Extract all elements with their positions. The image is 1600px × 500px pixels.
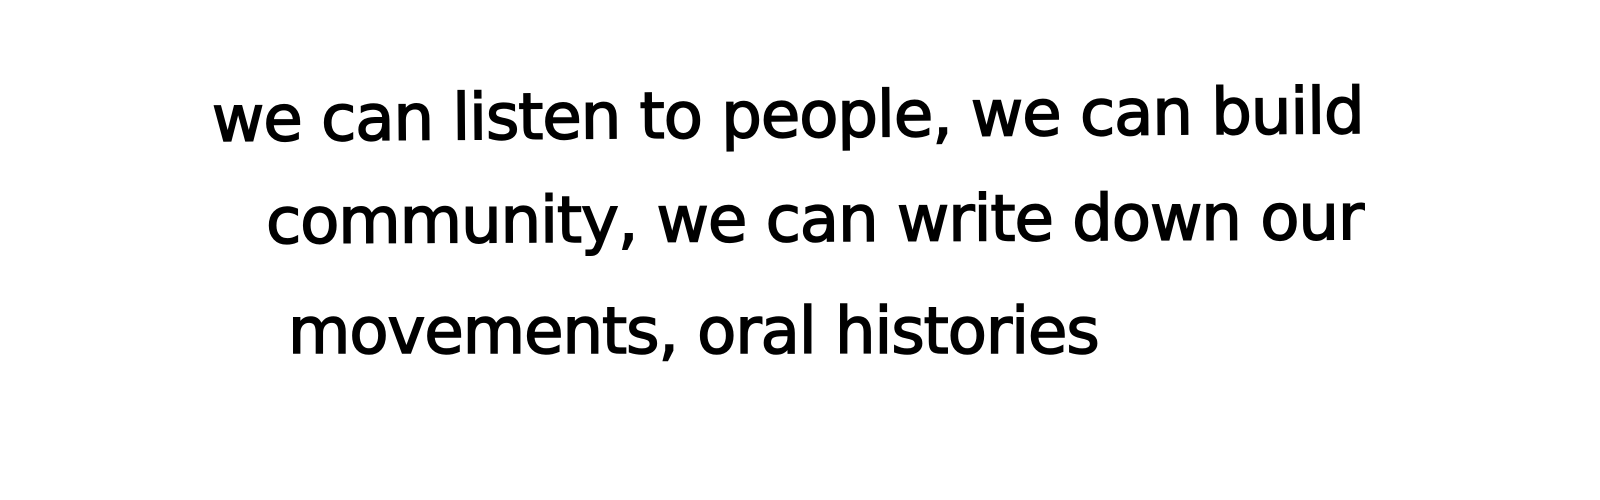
- handwritten-line-1: we can listen to people, we can build: [211, 74, 1364, 157]
- handwritten-line-2: community, we can write down our: [265, 181, 1364, 259]
- handwritten-line-3: movements, oral histories: [288, 295, 1099, 369]
